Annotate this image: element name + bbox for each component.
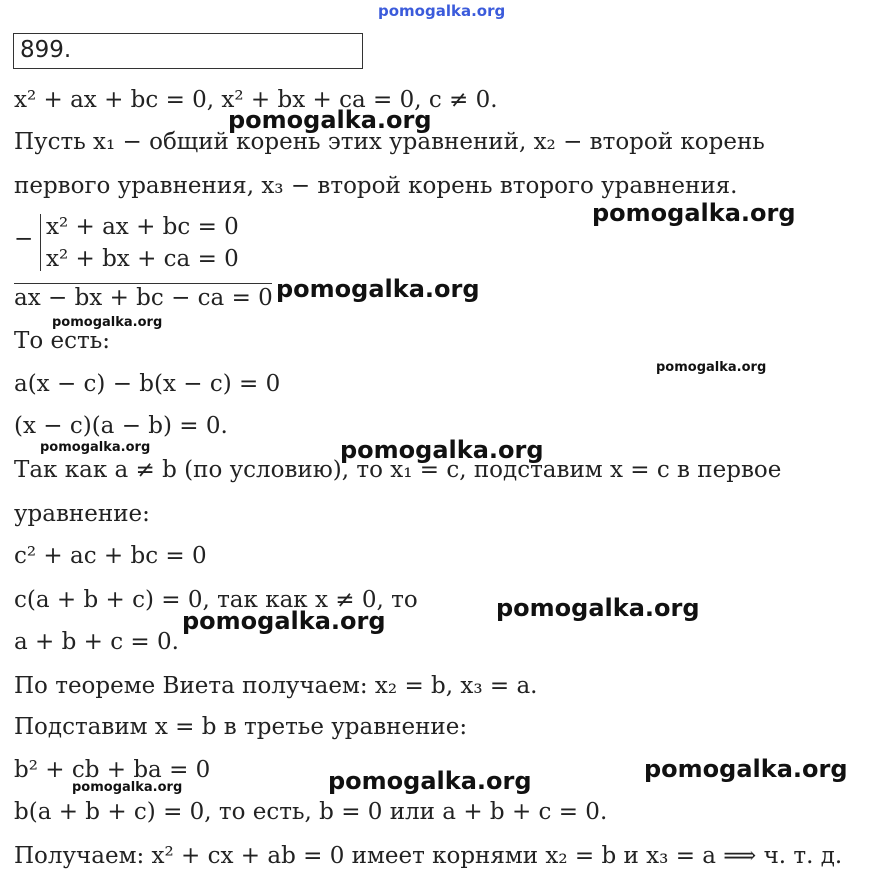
equation-line: c² + ac + bc = 0 bbox=[14, 543, 207, 569]
watermark: pomogalka.org bbox=[40, 440, 151, 455]
system-bracket bbox=[40, 214, 41, 271]
text-line: уравнение: bbox=[14, 501, 150, 527]
watermark: pomogalka.org bbox=[228, 106, 432, 134]
text-line: Пусть x₁ − общий корень этих уравнений, x₂ − второй корень bbox=[14, 129, 765, 155]
equation-line: c(a + b + c) = 0, так как x ≠ 0, то bbox=[14, 587, 418, 613]
watermark: pomogalka.org bbox=[276, 275, 480, 303]
text-line: По теореме Виета получаем: x₂ = b, x₃ = a. bbox=[14, 673, 538, 699]
watermark: pomogalka.org bbox=[182, 607, 386, 635]
task-number: 899. bbox=[20, 37, 72, 63]
equation-line: b(a + b + c) = 0, то есть, b = 0 или a + b + c = 0. bbox=[14, 799, 608, 825]
watermark: pomogalka.org bbox=[72, 780, 183, 795]
difference-equation: ax − bx + bc − ca = 0 bbox=[14, 285, 273, 311]
watermark: pomogalka.org bbox=[340, 436, 544, 464]
equation-line: b² + cb + ba = 0 bbox=[14, 757, 211, 783]
text-line: Так как a ≠ b (по условию), то x₁ = c, подставим x = c в первое bbox=[14, 457, 782, 483]
equation-line: (x − c)(a − b) = 0. bbox=[14, 413, 228, 439]
text-line: То есть: bbox=[14, 328, 110, 354]
watermark: pomogalka.org bbox=[496, 594, 700, 622]
system-equation-1: x² + ax + bc = 0 bbox=[46, 214, 239, 240]
equation-line: a(x − c) − b(x − c) = 0 bbox=[14, 371, 281, 397]
watermark: pomogalka.org bbox=[328, 767, 532, 795]
watermark: pomogalka.org bbox=[656, 360, 767, 375]
system-equation-2: x² + bx + ca = 0 bbox=[46, 246, 239, 272]
text-line: Подставим x = b в третье уравнение: bbox=[14, 714, 468, 740]
watermark: pomogalka.org bbox=[52, 315, 163, 330]
equation-line: a + b + c = 0. bbox=[14, 629, 179, 655]
watermark: pomogalka.org bbox=[644, 755, 848, 783]
watermark: pomogalka.org bbox=[592, 199, 796, 227]
system-minus: − bbox=[14, 226, 34, 252]
text-line: первого уравнения, x₃ − второй корень второго уравнения. bbox=[14, 173, 738, 199]
task-number-box bbox=[13, 33, 363, 69]
conclusion-line: Получаем: x² + cx + ab = 0 имеет корнями x₂ = b и x₃ = a ⟹ ч. т. д. bbox=[14, 843, 843, 869]
watermark-top: pomogalka.org bbox=[378, 2, 506, 20]
equations-line: x² + ax + bc = 0, x² + bx + ca = 0, c ≠ 0. bbox=[14, 87, 498, 113]
